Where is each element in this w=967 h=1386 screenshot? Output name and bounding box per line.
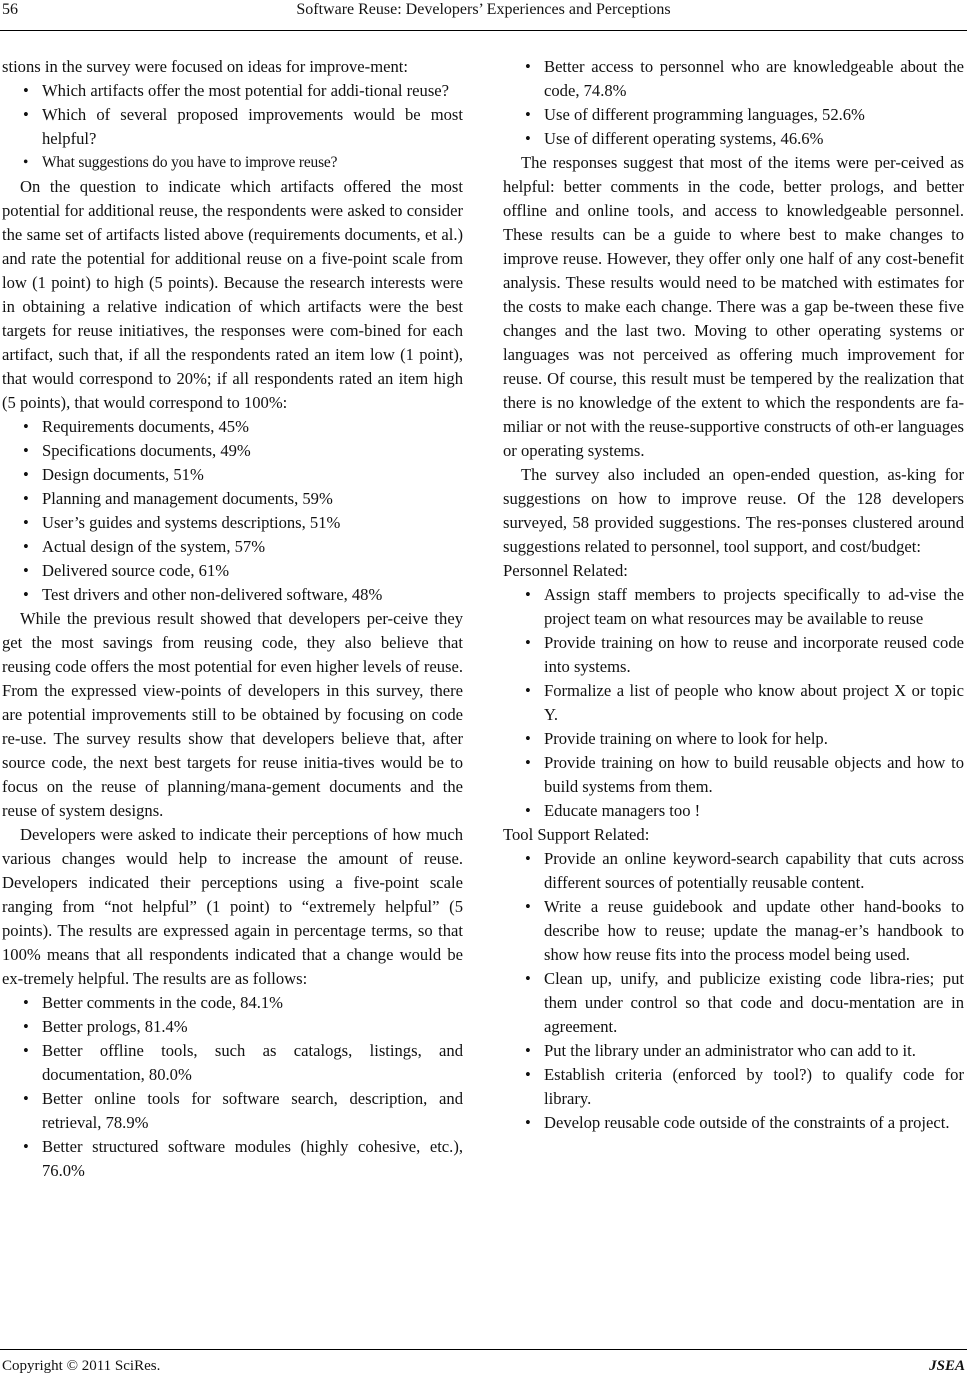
left-column <box>2 55 463 1183</box>
paragraph: While the previous result showed that developers per-ceive they get the most savings from reusing code, they also believe that reusing code offers the most potential for even higher levels of reuse. From the expressed view-points of developers in this survey, there are potential improvements still to be obtained by focusing on code re-use. The survey results show that developers believe that, after source code, the next best targets for reuse initia-tives would be to focus on the reuse of planning/mana-gement documents and the reuse of system designs. <box>2 609 463 820</box>
page-header <box>0 0 967 31</box>
section-label: Personnel Related: <box>503 561 628 580</box>
list-item: • Formalize a list of people who know about project X or topic Y. <box>503 679 964 727</box>
paragraph: On the question to indicate which artifacts offered the most potential for additional reuse, the respondents were asked to consider the same set of artifacts listed above (requirements documents, et al.) and rate the potential for additional reuse on a five-point scale from low (1 point) to high (5 points). Because the research interests were in obtaining a relative indication of which artifacts were the best targets for reuse initiatives, the responses were com-bined for each artifact, such that, if all the respondents rated an item low (1 point), that would correspond to 20%; if all respondents rated an item high (5 points), that would correspond to 100%: <box>2 177 463 412</box>
list-item: • Better comments in the code, 84.1% <box>2 991 463 1015</box>
page-footer <box>0 1349 967 1386</box>
list-item: • Develop reusable code outside of the constraints of a project. <box>503 1111 964 1135</box>
list-item: • Better prologs, 81.4% <box>2 1015 463 1039</box>
changes-list-continued <box>503 55 964 151</box>
page-number: 56 <box>2 1 18 18</box>
paragraph: stions in the survey were focused on ideas for improve-ment: <box>2 57 408 76</box>
list-item: • Provide training on where to look for help. <box>503 727 964 751</box>
list-item: • Requirements documents, 45% <box>2 415 463 439</box>
personnel-list <box>503 583 964 823</box>
list-item: • Planning and management documents, 59% <box>2 487 463 511</box>
list-item: • Provide training on how to reuse and incorporate reused code into systems. <box>503 631 964 679</box>
list-item: • Put the library under an administrator who can add to it. <box>503 1039 964 1063</box>
list-item: • Educate managers too ! <box>503 799 964 823</box>
list-item: • Provide an online keyword-search capability that cuts across different sources of potentially reusable content. <box>503 847 964 895</box>
right-column <box>503 55 964 1135</box>
list-item: • Use of different programming languages, 52.6% <box>503 103 964 127</box>
artifact-list <box>2 415 463 607</box>
list-item: • Use of different operating systems, 46.6% <box>503 127 964 151</box>
list-item: • Which artifacts offer the most potential for addi-tional reuse? <box>2 79 463 103</box>
list-item: • Provide training on how to build reusable objects and how to build systems from them. <box>503 751 964 799</box>
question-list <box>2 79 463 175</box>
list-item: • Establish criteria (enforced by tool?) to qualify code for library. <box>503 1063 964 1111</box>
paragraph: The responses suggest that most of the items were per-ceived as helpful: better comments in the code, better prologs, and better offline and online tools, and access to knowledgeable personnel. These results can be a guide to where best to make changes to improve reuse. However, they offer only one half of any cost-benefit analysis. These results would need to be matched with estimates for the costs to make each change. There was a gap be-tween these five changes and the last two. Moving to other operating systems or languages was not perceived as offering much improvement for reuse. Of course, this result must be tempered by the realization that there is no knowledge of the extent to which the respondents are fa-miliar or not with the reuse-supportive constructs of oth-er languages or operating systems. <box>503 153 964 460</box>
paragraph: Developers were asked to indicate their perceptions of how much various changes would help to increase the amount of reuse. Developers indicated their perceptions using a five-point scale ranging from “not helpful” (1 point) to “extremely helpful” (5 points). The results are expressed again in percentage terms, so that 100% means that all respondents indicated that a change would be ex-tremely helpful. The results are as follows: <box>2 825 463 988</box>
list-item: • Clean up, unify, and publicize existing code libra-ries; put them under control so that code and docu-mentation are in agreement. <box>503 967 964 1039</box>
tool-support-list <box>503 847 964 1135</box>
changes-list <box>2 991 463 1183</box>
list-item: • Better offline tools, such as catalogs, listings, and documentation, 80.0% <box>2 1039 463 1087</box>
list-item: • Actual design of the system, 57% <box>2 535 463 559</box>
list-item: • Test drivers and other non-delivered software, 48% <box>2 583 463 607</box>
list-item: • Better structured software modules (highly cohesive, etc.), 76.0% <box>2 1135 463 1183</box>
paragraph: The survey also included an open-ended question, as-king for suggestions on how to improve reuse. Of the 128 developers surveyed, 58 provided suggestions. The res-ponses clustered around suggestions related to personnel, tool support, and cost/budget: <box>503 465 964 556</box>
running-title: Software Reuse: Developers’ Experiences and Perceptions <box>296 1 671 18</box>
list-item: • Better online tools for software search, description, and retrieval, 78.9% <box>2 1087 463 1135</box>
list-item: • User’s guides and systems descriptions, 51% <box>2 511 463 535</box>
list-item: • Assign staff members to projects specifically to ad-vise the project team on what resources may be available to reuse <box>503 583 964 631</box>
list-item: • Write a reuse guidebook and update other hand-books to describe how to reuse; update the manag-er’s handbook to show how reuse fits into the process model being used. <box>503 895 964 967</box>
list-item: • Delivered source code, 61% <box>2 559 463 583</box>
list-item: • What suggestions do you have to improve reuse? <box>2 151 463 175</box>
section-label: Tool Support Related: <box>503 825 650 844</box>
copyright-notice: Copyright © 2011 SciRes. <box>2 1358 161 1374</box>
list-item: • Specifications documents, 49% <box>2 439 463 463</box>
list-item: • Better access to personnel who are knowledgeable about the code, 74.8% <box>503 55 964 103</box>
list-item: • Design documents, 51% <box>2 463 463 487</box>
journal-abbrev: JSEA <box>929 1358 965 1374</box>
list-item: • Which of several proposed improvements would be most helpful? <box>2 103 463 151</box>
